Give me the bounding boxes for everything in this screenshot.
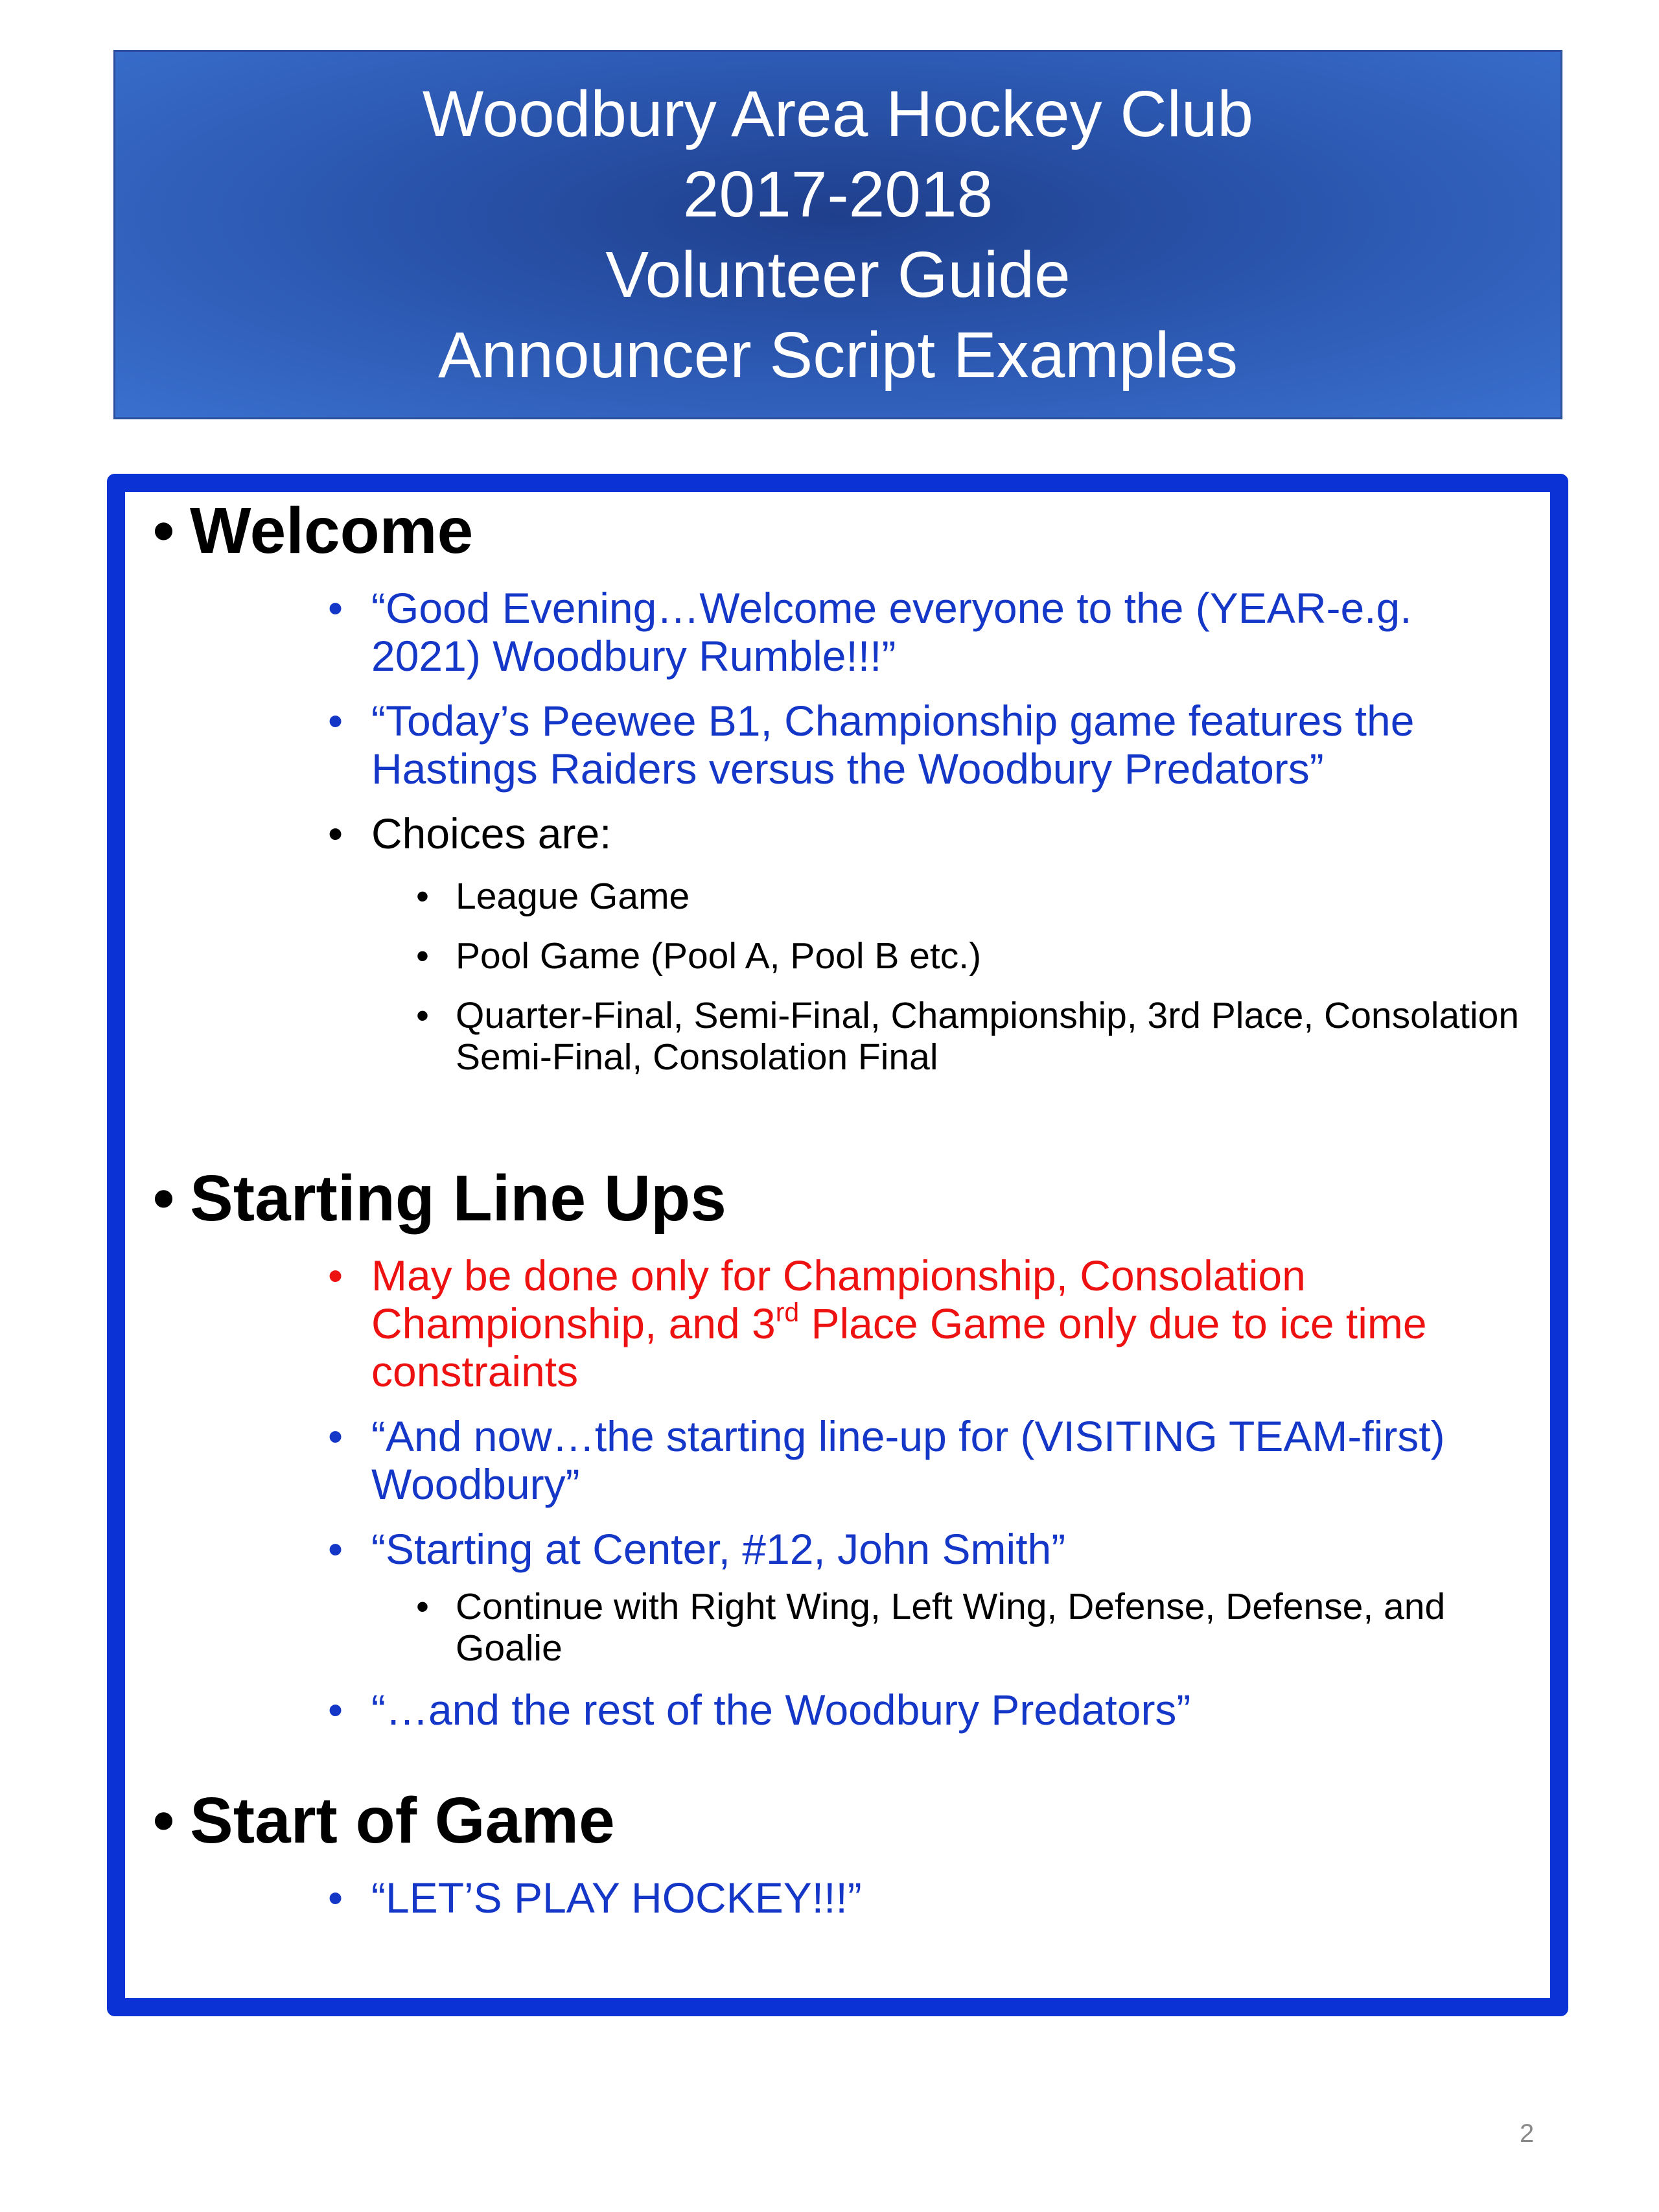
title-line-guide: Volunteer Guide <box>605 239 1071 311</box>
welcome-script-line: “Good Evening…Welcome everyone to the (YEAR-e.g. 2021) Woodbury Rumble!!!” <box>371 584 1412 680</box>
section-heading <box>125 492 1550 570</box>
lineup-note <box>371 1252 1427 1395</box>
list-item <box>125 1252 1550 1395</box>
list-item <box>125 935 1550 977</box>
choices-label: Choices are: <box>371 809 612 857</box>
list-item <box>125 1874 1550 1922</box>
bullet-icon: • <box>416 876 429 917</box>
bullet-icon: • <box>416 935 429 977</box>
bullet-icon: • <box>328 697 343 745</box>
list-item <box>125 1525 1550 1573</box>
list-item <box>125 584 1550 680</box>
choice-item: League Game <box>456 876 690 917</box>
section-starting-lineups <box>125 1159 1550 1734</box>
bullet-icon: • <box>328 1525 343 1573</box>
bullet-icon: • <box>152 1162 176 1235</box>
section-heading <box>125 1782 1550 1859</box>
list-item <box>125 809 1550 857</box>
section-start-of-game <box>125 1782 1550 1922</box>
heading-start-of-game: Start of Game <box>190 1784 615 1857</box>
list-item <box>125 995 1550 1078</box>
bullet-icon: • <box>152 495 176 567</box>
lets-play-script-line: “LET’S PLAY HOCKEY!!!” <box>371 1874 862 1922</box>
game-intro-script-line: “Today’s Peewee B1, Championship game features the Hastings Raiders versus the Woodbury Predators” <box>371 697 1415 793</box>
title-line-subject: Announcer Script Examples <box>438 319 1238 391</box>
heading-starting-lineups: Starting Line Ups <box>190 1162 726 1235</box>
list-item <box>125 1686 1550 1734</box>
title-banner <box>113 50 1562 419</box>
bullet-icon: • <box>328 1252 343 1299</box>
list-item <box>125 697 1550 793</box>
choice-item: Quarter-Final, Semi-Final, Championship, 3rd Place, Consolation Semi-Final, Consolation Final <box>456 995 1520 1078</box>
list-item <box>125 1412 1550 1508</box>
bullet-icon: • <box>328 809 343 857</box>
list-item <box>125 1586 1550 1669</box>
choice-item: Pool Game (Pool A, Pool B etc.) <box>456 935 982 977</box>
rest-of-team-script-line: “…and the rest of the Woodbury Predators” <box>371 1686 1191 1734</box>
bullet-icon: • <box>328 584 343 632</box>
title-line-club: Woodbury Area Hockey Club <box>422 78 1254 150</box>
bullet-icon: • <box>416 1586 429 1627</box>
bullet-icon: • <box>328 1874 343 1922</box>
list-item <box>125 876 1550 917</box>
lineup-note-text-end: Place Game only due to ice time constraints <box>371 1299 1427 1395</box>
lineup-note-text: May be done only for Championship, Consolation Championship, and 3 <box>371 1252 1306 1347</box>
bullet-icon: • <box>328 1412 343 1460</box>
title-line-season: 2017-2018 <box>682 158 993 231</box>
starting-center-script-line: “Starting at Center, #12, John Smith” <box>371 1525 1066 1573</box>
content-frame <box>107 474 1568 2016</box>
section-heading <box>125 1159 1550 1237</box>
heading-welcome: Welcome <box>190 495 474 567</box>
bullet-icon: • <box>416 995 429 1036</box>
section-welcome <box>125 492 1550 1078</box>
lineup-intro-script-line: “And now…the starting line-up for (VISITING TEAM-first) Woodbury” <box>371 1412 1445 1508</box>
positions-instruction: Continue with Right Wing, Left Wing, Defense, Defense, and Goalie <box>456 1586 1446 1669</box>
page-number: 2 <box>1520 2119 1535 2148</box>
bullet-icon: • <box>328 1686 343 1734</box>
lineup-note-superscript: rd <box>775 1297 800 1327</box>
bullet-icon: • <box>152 1784 176 1857</box>
